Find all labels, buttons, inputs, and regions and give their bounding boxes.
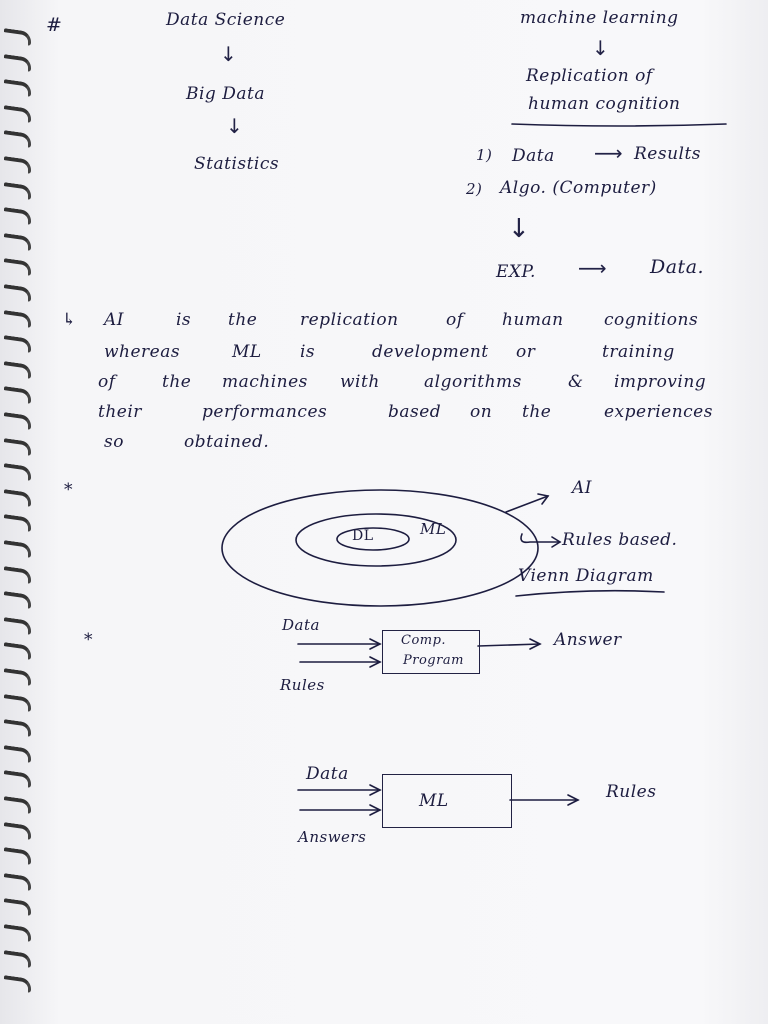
program-input-rules: Rules: [280, 676, 325, 694]
venn-inner-ellipse: [337, 528, 409, 550]
step2-algo: Algo. (Computer): [500, 178, 657, 198]
ml-box-label: ML: [419, 791, 449, 811]
human-cognition-text: human cognition: [528, 94, 681, 114]
paragraph-word: obtained.: [184, 432, 270, 452]
paragraph-word: cognitions: [604, 310, 699, 330]
step1-number: 1): [476, 146, 493, 164]
venn-ml-label: ML: [420, 520, 447, 538]
paragraph-word: of: [446, 310, 464, 330]
down-arrow-icon: ↓: [220, 42, 237, 66]
ml-input-answers: Answers: [298, 828, 367, 846]
down-arrow-icon: ↓: [592, 36, 609, 60]
paragraph-word: performances: [202, 402, 328, 422]
bullet-arrow-icon: ↳: [62, 310, 77, 330]
venn-caption: Vienn Diagram: [518, 566, 654, 586]
venn-ai-label: AI: [572, 478, 592, 498]
step2-number: 2): [466, 180, 483, 198]
statistics-text: Statistics: [194, 154, 280, 174]
paragraph-word: experiences: [604, 402, 713, 422]
paragraph-word: so: [104, 432, 124, 452]
paragraph-word: is: [300, 342, 316, 362]
paragraph-word: their: [98, 402, 142, 422]
big-data-text: Big Data: [186, 84, 265, 104]
paragraph-word: the: [162, 372, 192, 392]
venn-dl-label: DL: [352, 528, 374, 544]
venn-middle-ellipse: [296, 514, 456, 566]
step1-data: Data: [512, 146, 555, 166]
step1-results: Results: [634, 144, 702, 164]
exp-data-text: Data.: [650, 256, 705, 278]
paragraph-word: development: [372, 342, 489, 362]
star-bullet: *: [64, 480, 73, 500]
paragraph-word: whereas: [104, 342, 181, 362]
paragraph-word: human: [502, 310, 564, 330]
paragraph-word: machines: [222, 372, 308, 392]
paragraph-word: algorithms: [424, 372, 522, 392]
paragraph-word: is: [176, 310, 192, 330]
ml-input-data: Data: [306, 764, 349, 784]
paragraph-word: AI: [104, 310, 124, 330]
venn-rules-based-label: Rules based.: [562, 530, 678, 550]
down-arrow-icon: ↓: [226, 114, 243, 138]
paragraph-word: &: [568, 372, 584, 392]
paragraph-word: training: [602, 342, 675, 362]
caption-underline: [516, 591, 664, 596]
paragraph-word: improving: [614, 372, 707, 392]
paragraph-word: on: [470, 402, 493, 422]
paragraph-word: based: [388, 402, 442, 422]
program-input-data: Data: [282, 616, 320, 634]
venn-outer-ellipse: [222, 490, 538, 606]
ml-title-text: machine learning: [520, 8, 679, 28]
program-output-answer: Answer: [554, 630, 622, 650]
down-arrow-icon: ↓: [508, 214, 530, 244]
program-answer-arrow: [478, 644, 540, 646]
underline-stroke: [512, 124, 726, 126]
ml-output-rules: Rules: [606, 782, 657, 802]
paragraph-word: replication: [300, 310, 399, 330]
replication-text: Replication of: [526, 66, 653, 86]
watermark: [4, 1000, 8, 1013]
paragraph-word: with: [340, 372, 380, 392]
paragraph-word: ML: [232, 342, 262, 362]
right-arrow-icon: ⟶: [594, 141, 623, 165]
exp-text: EXP.: [496, 262, 536, 282]
comp-program-line1: Comp.: [401, 633, 447, 648]
paragraph-word: the: [522, 402, 552, 422]
hash-mark: #: [46, 14, 63, 36]
paragraph-word: or: [516, 342, 536, 362]
data-science-text: Data Science: [166, 10, 286, 30]
right-arrow-icon: ⟶: [578, 256, 607, 280]
paragraph-word: of: [98, 372, 116, 392]
comp-program-line2: Program: [403, 653, 464, 668]
star-bullet: *: [84, 630, 93, 650]
paragraph-word: the: [228, 310, 258, 330]
